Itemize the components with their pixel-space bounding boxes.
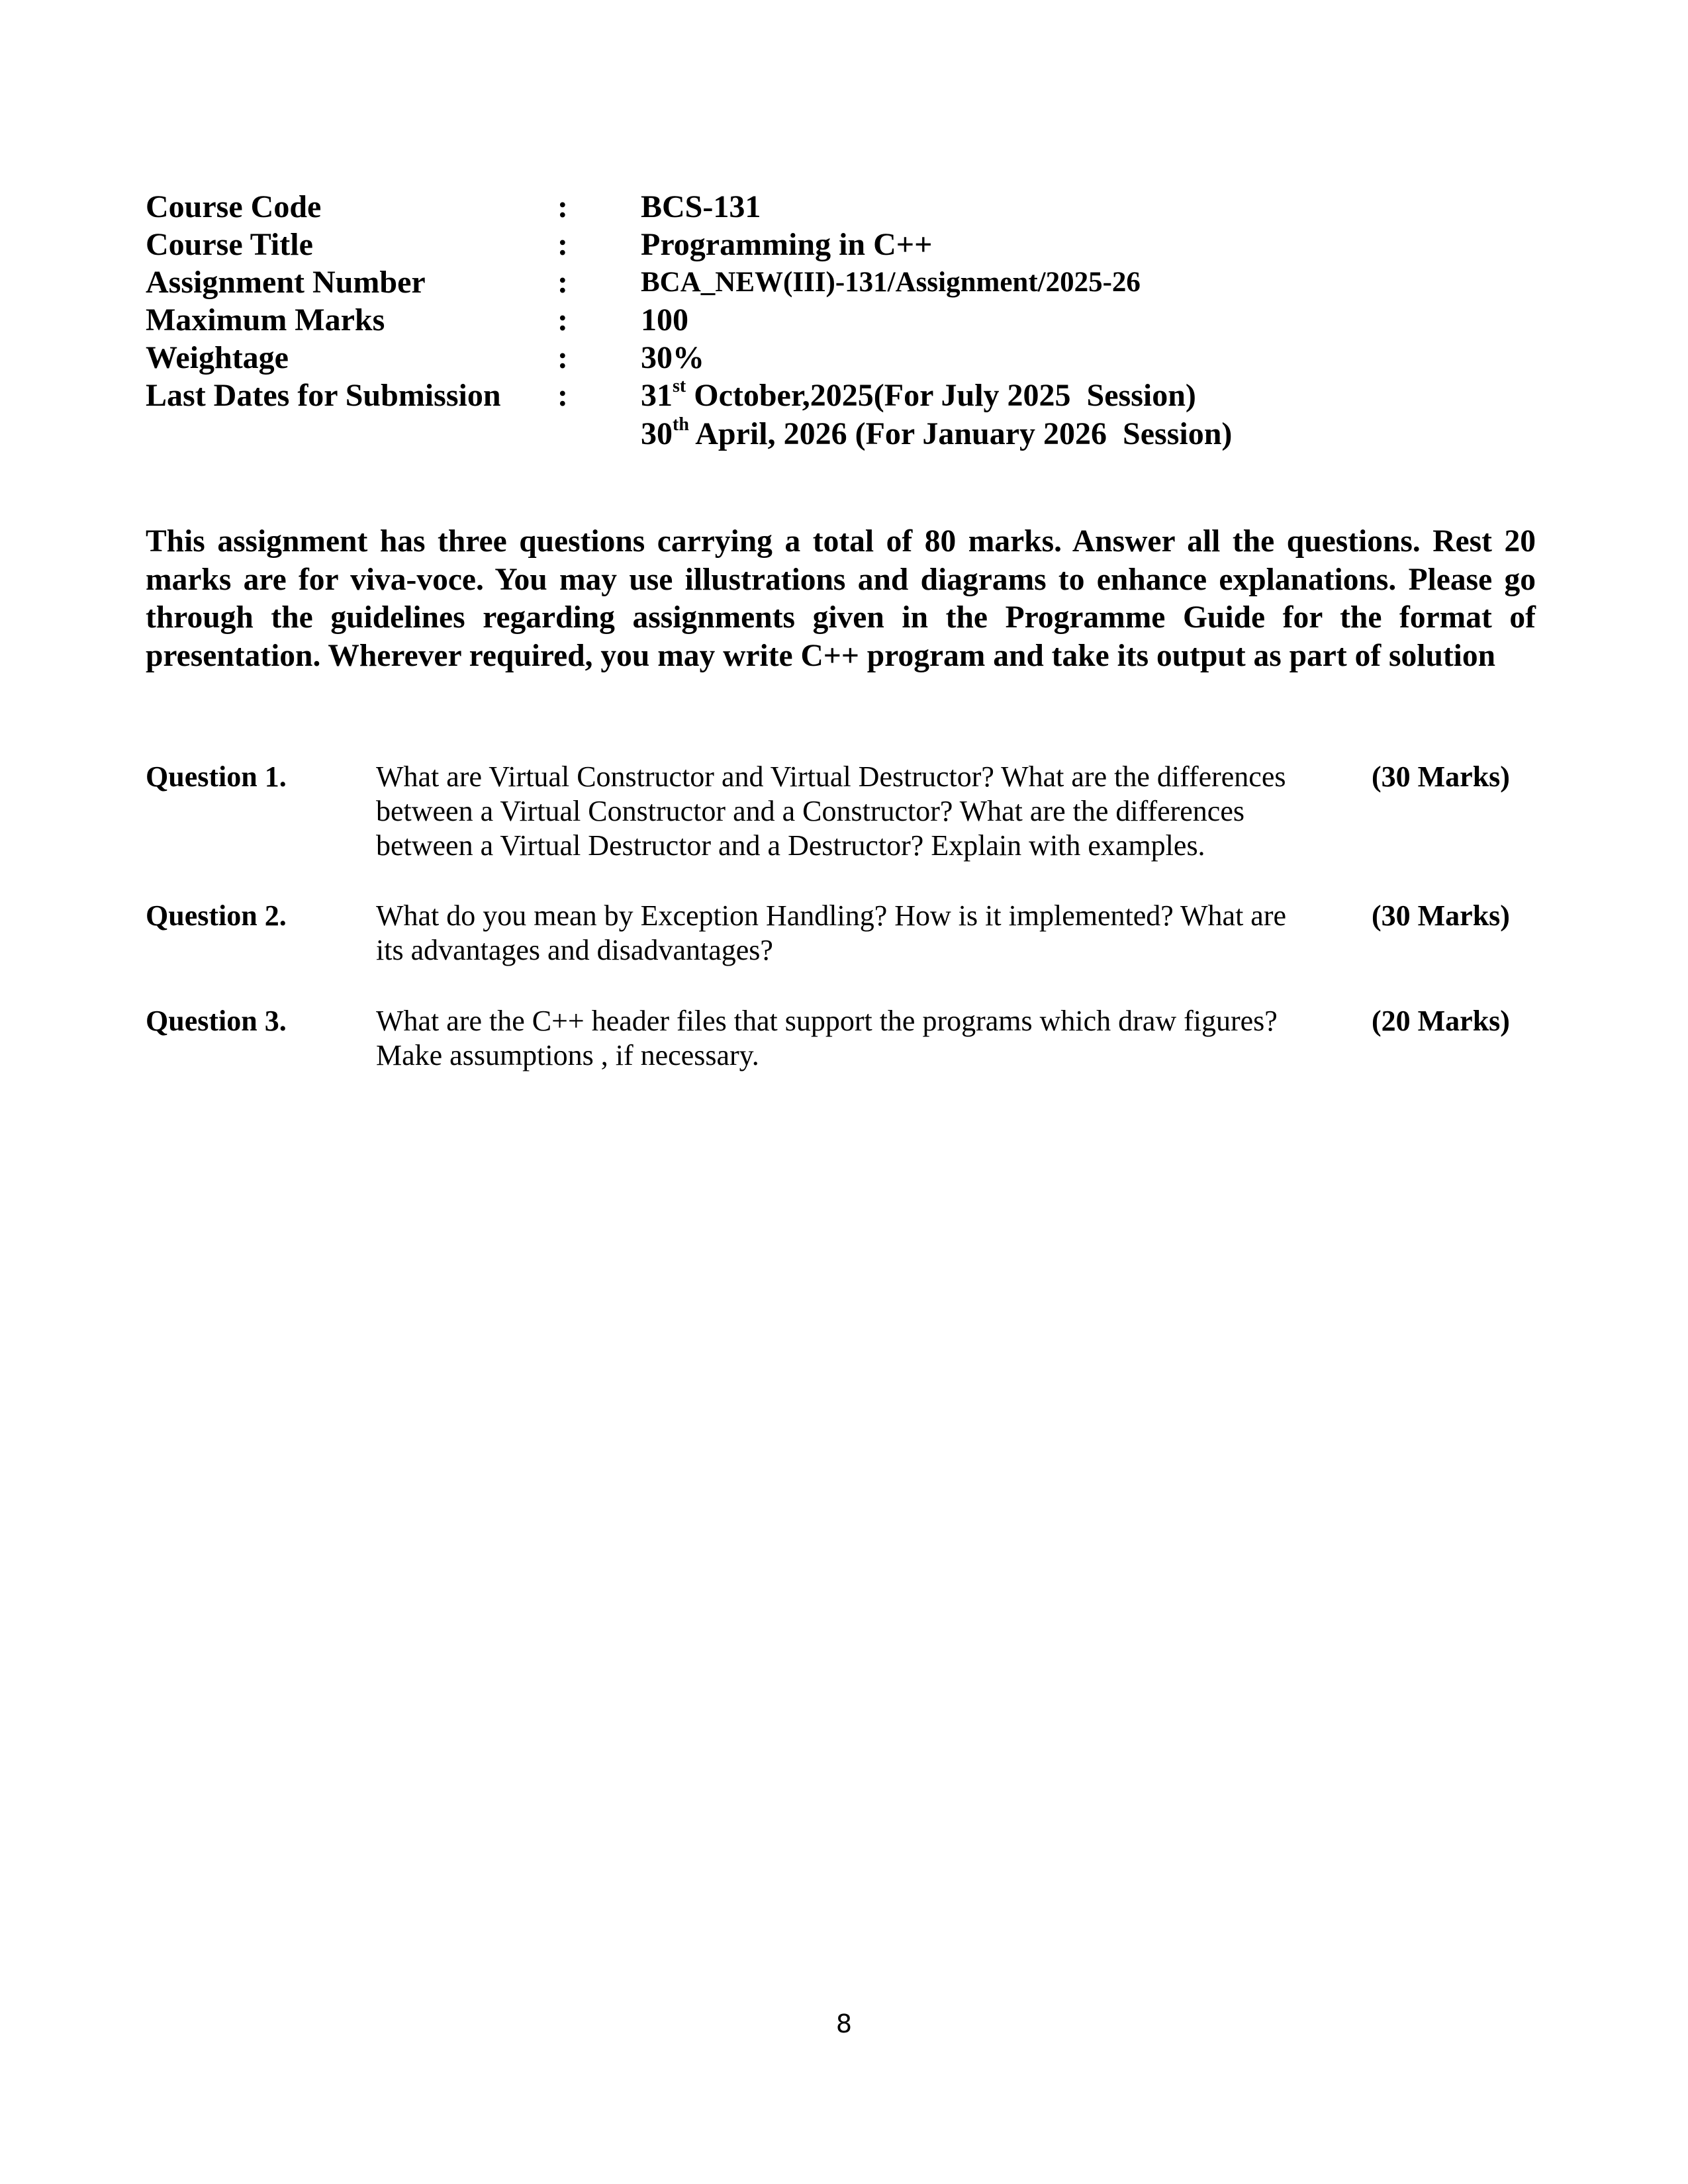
question-marks: (30 Marks) xyxy=(1372,760,1510,793)
last-dates-label: Last Dates for Submission xyxy=(146,378,501,413)
course-code-colon: : xyxy=(557,189,568,224)
question-marks: (30 Marks) xyxy=(1372,899,1510,932)
instructions-line: solution xyxy=(1389,638,1496,673)
maximum-marks-row xyxy=(146,301,1536,340)
question-text-line: What are the C++ header files that support the programs which draw figures? xyxy=(376,1005,1278,1037)
question-text-line: its advantages and disadvantages? xyxy=(376,934,773,966)
page-number: 8 xyxy=(835,2009,853,2038)
question-marks: (20 Marks) xyxy=(1372,1005,1510,1037)
last-date-july-day: 31 xyxy=(641,378,673,413)
maximum-marks-colon: : xyxy=(557,302,568,338)
last-date-january-suffix: th xyxy=(673,414,689,435)
weightage-colon: : xyxy=(557,340,568,375)
last-dates-row-2 xyxy=(146,415,1536,453)
assignment-number-value: BCA_NEW(III)-131/Assignment/2025-26 xyxy=(641,267,1141,298)
instructions-line: marks are for viva-voce. You may use illustrations and diagrams to enhance explanations. Please xyxy=(146,562,1505,597)
last-dates-row xyxy=(146,377,1536,415)
weightage-row xyxy=(146,339,1536,377)
question-text-line: between a Virtual Constructor and a Constructor? What are the differences xyxy=(376,795,1244,827)
maximum-marks-label: Maximum Marks xyxy=(146,302,385,338)
last-date-july-text: October,2025(For July 2025 Session) xyxy=(686,378,1196,413)
assignment-number-colon: : xyxy=(557,265,568,300)
last-date-july-suffix: st xyxy=(673,376,686,396)
question-label: Question 1. xyxy=(146,760,287,793)
assignment-number-row xyxy=(146,263,1536,302)
course-code-value: BCS-131 xyxy=(641,189,761,224)
instructions-line: presentation. Wherever required, you may write C++ program and take its output as part of xyxy=(146,638,1389,673)
last-date-july-session xyxy=(641,377,1196,415)
question-text-line: between a Virtual Destructor and a Destructor? Explain with examples. xyxy=(376,829,1205,862)
instructions-line: This assignment has three questions carrying a total of 80 marks. Answer all the questions. Rest 20 xyxy=(146,524,1536,559)
question-text xyxy=(376,899,1488,968)
course-title-label: Course Title xyxy=(146,227,313,262)
question-text-line: What are Virtual Constructor and Virtual Destructor? What are the differences xyxy=(376,760,1286,793)
course-code-row xyxy=(146,188,1536,226)
assignment-instructions xyxy=(146,523,1536,675)
weightage-value: 30% xyxy=(641,340,704,375)
question-label: Question 2. xyxy=(146,899,287,932)
last-date-january-session xyxy=(641,415,1232,453)
question-text-line: Make assumptions , if necessary. xyxy=(376,1039,759,1071)
last-dates-colon: : xyxy=(557,378,568,413)
question-text-line: What do you mean by Exception Handling? How is it implemented? What are xyxy=(376,899,1287,932)
last-date-january-day: 30 xyxy=(641,416,673,451)
assignment-number-label: Assignment Number xyxy=(146,265,426,300)
instructions-line: go through the guidelines regarding assignments given in the Programme Guide for the format of xyxy=(146,562,1536,635)
course-code-label: Course Code xyxy=(146,189,322,224)
question-label: Question 3. xyxy=(146,1005,287,1037)
last-date-january-text: April, 2026 (For January 2026 Session) xyxy=(688,416,1233,451)
course-title-row xyxy=(146,226,1536,264)
maximum-marks-value: 100 xyxy=(641,302,688,338)
question-text xyxy=(376,760,1488,863)
course-title-colon: : xyxy=(557,227,568,262)
weightage-label: Weightage xyxy=(146,340,289,375)
question-text xyxy=(376,1004,1488,1073)
course-title-value: Programming in C++ xyxy=(641,227,933,262)
